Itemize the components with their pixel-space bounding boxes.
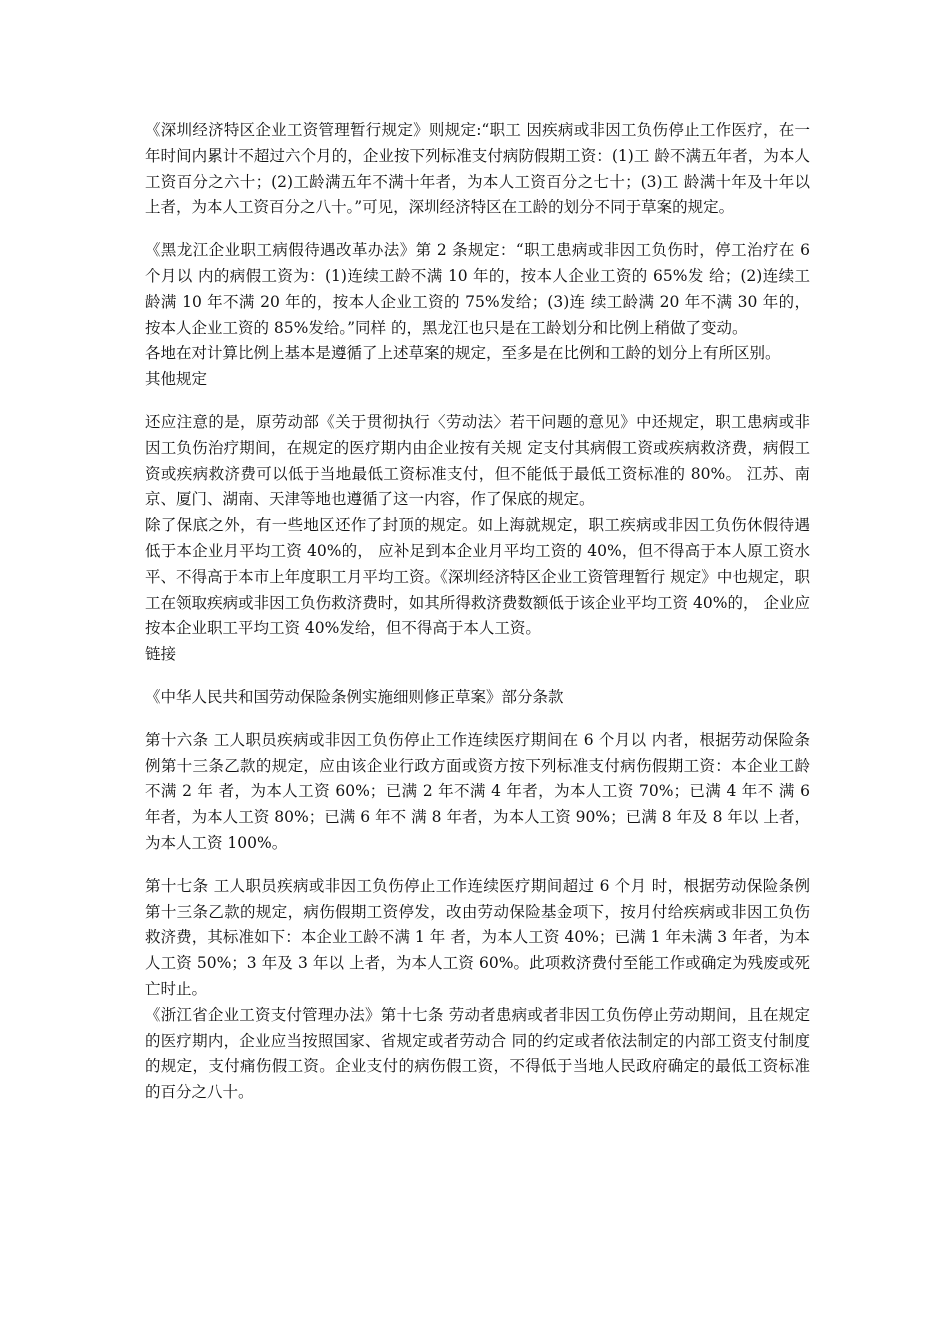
paragraph-article-17: 第十七条 工人职员疾病或非因工负伤停止工作连续医疗期间超过 6 个月 时，根据劳动保险条例第十三条乙款的规定，病伤假期工资停发，改由劳动保险基金项下，按月付给疾病或非因工负伤救济费，其标准如下：本企业工龄不满 1 年 者，为本人工资 40%；已满 1 年未满 3 年者，为本人工资 50%；3 年及 3 年以 上者，为本人工资 60%。此项救济费付至能工作或确定为残废或死亡时止。 (145, 876, 810, 998)
paragraph-cap-rule: 除了保底之外，有一些地区还作了封顶的规定。如上海就规定，职工疾病或非因工负伤休假待遇低于本企业月平均工资 40%的， 应补足到本企业月平均工资的 40%，但不得高于本人原工资水平、不得高于本市上年度职工月平均工资。《深圳经济特区企业工资管理暂行 规定》中也规定，职工在领取疾病或非因工负伤救济费时，如其所得救济费数额低于该企业平均工资 40%的， 企业应按本企业职工平均工资 40%发给，但不得高于本人工资。 (145, 516, 810, 638)
document-body (145, 118, 810, 1106)
paragraph-shenzhen-rule: 《深圳经济特区企业工资管理暂行规定》则规定:“职工 因疾病或非因工负伤停止工作医疗，在一年时间内累计不超过六个月的，企业按下列标准支付病防假期工资：(1)工 龄不满五年者，为本人工资百分之六十；(2)工龄满五年不满十年者，为本人工资百分之七十；(3)工 龄满十年及十年以上者，为本人工资百分之八十。”可见，深圳经济特区在工龄的划分不同于草案的规定。 (145, 121, 810, 217)
paragraph-local-summary: 各地在对计算比例上基本是遵循了上述草案的规定，至多是在比例和工龄的划分上有所区别。 (145, 344, 781, 363)
section-heading-other-rules: 其他规定 (145, 370, 208, 389)
paragraph-minimum-guarantee: 还应注意的是，原劳动部《关于贯彻执行〈劳动法〉若干问题的意见》中还规定，职工患病或非因工负伤治疗期间，在规定的医疗期内由企业按有关规 定支付其病假工资或疾病救济费，病假工资或疾病救济费可以低于当地最低工资标准支付，但不能低于最低工资标准的 80%。 江苏、南京、厦门、湖南、天津等地也遵循了这一内容，作了保底的规定。 (145, 412, 810, 509)
paragraph-regulation-title: 《中华人民共和国劳动保险条例实施细则修正草案》部分条款 (145, 687, 564, 706)
paragraph-article-16: 第十六条 工人职员疾病或非因工负伤停止工作连续医疗期间在 6 个月以 内者，根据劳动保险条例第十三条乙款的规定，应由该企业行政方面或资方按下列标准支付病伤假期工资：本企业工龄不满 2 年 者，为本人工资 60%；已满 2 年不满 4 年者，为本人工资 70%；已满 4 年不 满 6 年者，为本人工资 80%；已满 6 年不 满 8 年者，为本人工资 90%；已满 8 年及 8 年以 上者，为本人工资 100%。 (145, 730, 810, 852)
section-heading-links: 链接 (145, 645, 177, 664)
paragraph-zhejiang-rule: 《浙江省企业工资支付管理办法》第十七条 劳动者患病或者非因工负伤停止劳动期间，且在规定的医疗期内，企业应当按照国家、省规定或者劳动合 同的约定或者依法制定的内部工资支付制度的规定，支付痛伤假工资。企业支付的病伤假工资，不得低于当地人民政府确定的最低工资标准的百分之八十。 (145, 1005, 810, 1102)
paragraph-heilongjiang-rule: 《黑龙江企业职工病假待遇改革办法》第 2 条规定：“职工患病或非因工负伤时，停工治疗在 6 个月以 内的病假工资为：(1)连续工龄不满 10 年的，按本人企业工资的 65%发 给；(2)连续工龄满 10 年不满 20 年的，按本人企业工资的 75%发给；(3)连 续工龄满 20 年不满 30 年的，按本人企业工资的 85%发给。”同样 的，黑龙江也只是在工龄划分和比例上稍做了变动。 (145, 241, 810, 337)
